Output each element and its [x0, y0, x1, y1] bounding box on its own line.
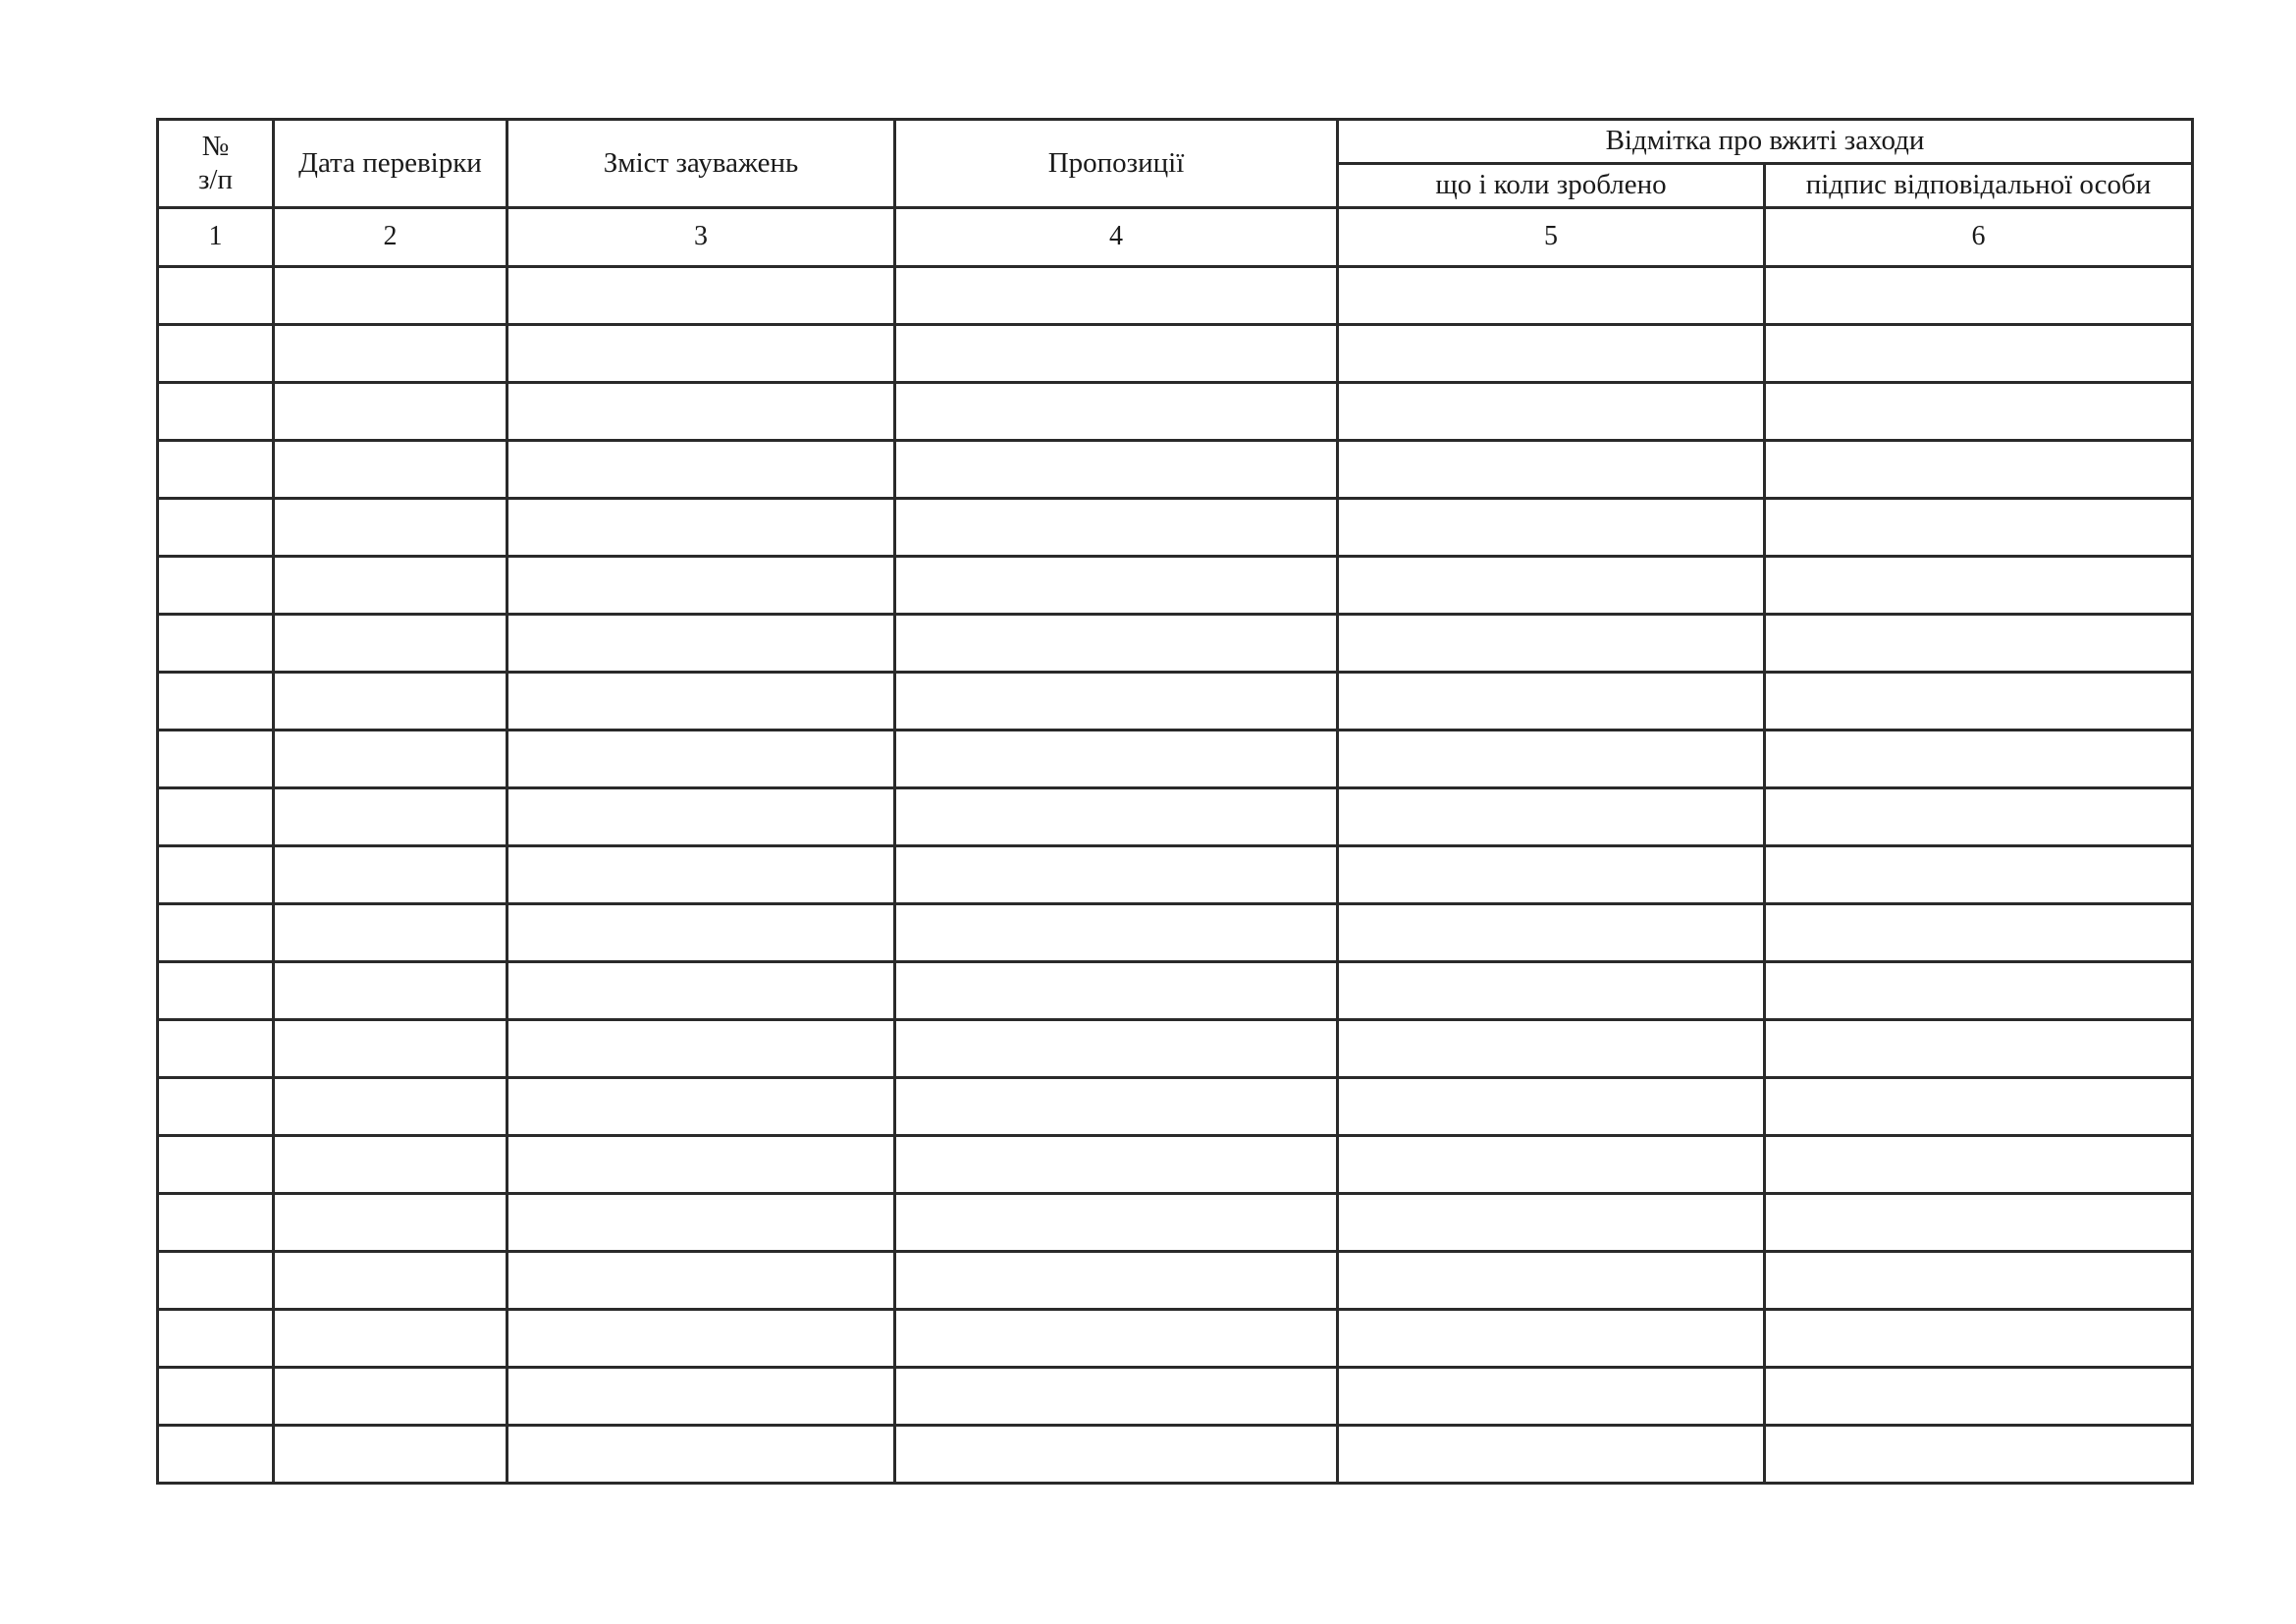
table-cell [1765, 1194, 2193, 1252]
table-cell [895, 499, 1338, 557]
table-cell [158, 383, 274, 441]
header-proposals: Пропозиції [895, 120, 1338, 208]
table-row [158, 788, 2193, 846]
header-what-when: що і коли зроблено [1338, 164, 1765, 208]
table-cell [274, 1020, 507, 1078]
table-cell [158, 1426, 274, 1484]
table-cell [1338, 499, 1765, 557]
table-cell [1338, 1310, 1765, 1368]
table-cell [507, 1426, 895, 1484]
column-number-row [158, 208, 2193, 267]
table-cell [274, 1310, 507, 1368]
table-cell [158, 441, 274, 499]
table-cell [274, 904, 507, 962]
table-cell [274, 1194, 507, 1252]
column-number: 1 [158, 208, 274, 267]
table-cell [158, 1368, 274, 1426]
table-row [158, 1426, 2193, 1484]
table-cell [895, 1368, 1338, 1426]
table-row [158, 1078, 2193, 1136]
table-cell [507, 846, 895, 904]
table-row [158, 615, 2193, 673]
table-cell [1338, 557, 1765, 615]
table-cell [1765, 383, 2193, 441]
table-cell [507, 1078, 895, 1136]
table-cell [507, 1310, 895, 1368]
table-cell [1765, 1368, 2193, 1426]
table-cell [158, 499, 274, 557]
table-cell [1338, 962, 1765, 1020]
table-cell [1338, 904, 1765, 962]
table-cell [1765, 1020, 2193, 1078]
table-cell [895, 267, 1338, 325]
table-cell [895, 1310, 1338, 1368]
table-cell [1765, 267, 2193, 325]
column-number: 6 [1765, 208, 2193, 267]
table-cell [274, 1426, 507, 1484]
table-cell [895, 731, 1338, 788]
table-cell [274, 1368, 507, 1426]
table-cell [507, 557, 895, 615]
table-cell [274, 441, 507, 499]
table-cell [507, 615, 895, 673]
column-number: 2 [274, 208, 507, 267]
table-cell [274, 557, 507, 615]
table-cell [158, 673, 274, 731]
table-cell [1765, 1078, 2193, 1136]
table-cell [1338, 788, 1765, 846]
table-cell [895, 1194, 1338, 1252]
table-cell [1765, 325, 2193, 383]
table-cell [274, 788, 507, 846]
table-cell [507, 1020, 895, 1078]
table-cell [158, 904, 274, 962]
table-cell [274, 673, 507, 731]
header-date: Дата перевірки [274, 120, 507, 208]
table-cell [158, 1252, 274, 1310]
header-number-symbol: № [201, 131, 230, 163]
header-signature: підпис відповідальної особи [1765, 164, 2193, 208]
table-cell [895, 673, 1338, 731]
table-cell [1765, 904, 2193, 962]
table-cell [895, 846, 1338, 904]
table-row [158, 673, 2193, 731]
table-cell [158, 615, 274, 673]
table-cell [895, 1136, 1338, 1194]
table-cell [158, 962, 274, 1020]
table-cell [1765, 846, 2193, 904]
header-content: Зміст зауважень [507, 120, 895, 208]
table-cell [1338, 673, 1765, 731]
table-row [158, 499, 2193, 557]
table-cell [1765, 788, 2193, 846]
table-cell [895, 1252, 1338, 1310]
table-cell [895, 557, 1338, 615]
column-number: 4 [895, 208, 1338, 267]
column-number: 3 [507, 208, 895, 267]
header-measures: Відмітка про вжиті заходи [1338, 120, 2193, 164]
table-cell [274, 1136, 507, 1194]
table-cell [895, 1426, 1338, 1484]
table-cell [895, 1020, 1338, 1078]
table-cell [1338, 267, 1765, 325]
table-cell [895, 383, 1338, 441]
table-cell [158, 1020, 274, 1078]
table-cell [1338, 615, 1765, 673]
table-row [158, 1194, 2193, 1252]
table-cell [507, 788, 895, 846]
table-row [158, 731, 2193, 788]
table-cell [274, 325, 507, 383]
table-cell [1765, 673, 2193, 731]
inspection-journal-table [156, 118, 2194, 1485]
table-cell [274, 1078, 507, 1136]
table-cell [507, 904, 895, 962]
table-cell [507, 1136, 895, 1194]
table-cell [1765, 1310, 2193, 1368]
table-cell [158, 1194, 274, 1252]
table-cell [507, 441, 895, 499]
table-cell [507, 731, 895, 788]
table-cell [274, 846, 507, 904]
table-cell [895, 962, 1338, 1020]
table-cell [895, 325, 1338, 383]
table-cell [507, 1252, 895, 1310]
table-cell [274, 383, 507, 441]
table-cell [1338, 1194, 1765, 1252]
table-row [158, 1252, 2193, 1310]
table-cell [507, 267, 895, 325]
table-cell [1338, 441, 1765, 499]
table-cell [1765, 615, 2193, 673]
table-cell [507, 499, 895, 557]
table-cell [274, 731, 507, 788]
table-cell [507, 383, 895, 441]
table-cell [158, 1078, 274, 1136]
table-cell [158, 731, 274, 788]
table-cell [895, 441, 1338, 499]
table-cell [895, 904, 1338, 962]
column-number: 5 [1338, 208, 1765, 267]
table-cell [274, 267, 507, 325]
table-cell [1765, 962, 2193, 1020]
table-cell [895, 788, 1338, 846]
table-cell [274, 615, 507, 673]
table-row [158, 1020, 2193, 1078]
table-cell [1338, 1426, 1765, 1484]
table-row [158, 441, 2193, 499]
table-cell [507, 673, 895, 731]
table-cell [1338, 1078, 1765, 1136]
table-cell [274, 499, 507, 557]
table-cell [158, 325, 274, 383]
table-cell [158, 846, 274, 904]
table-row [158, 1136, 2193, 1194]
header-number-abbr: з/п [197, 163, 234, 195]
table-cell [1765, 1426, 2193, 1484]
table-row [158, 325, 2193, 383]
table-row [158, 962, 2193, 1020]
table-cell [1765, 499, 2193, 557]
table-cell [1338, 1252, 1765, 1310]
table-row [158, 383, 2193, 441]
table-cell [158, 267, 274, 325]
table-cell [1338, 1136, 1765, 1194]
table-row [158, 557, 2193, 615]
table-cell [158, 557, 274, 615]
table-cell [1338, 1020, 1765, 1078]
table-row [158, 846, 2193, 904]
table-row [158, 1310, 2193, 1368]
table-cell [895, 615, 1338, 673]
table-cell [1338, 325, 1765, 383]
table-cell [1765, 1252, 2193, 1310]
table-cell [274, 962, 507, 1020]
table-cell [274, 1252, 507, 1310]
table-cell [1765, 557, 2193, 615]
table-cell [507, 325, 895, 383]
table-cell [1338, 731, 1765, 788]
table-cell [158, 1136, 274, 1194]
table-cell [1765, 1136, 2193, 1194]
table-cell [1765, 731, 2193, 788]
table-cell [1338, 846, 1765, 904]
table-body [158, 267, 2193, 1484]
table-row [158, 267, 2193, 325]
table-cell [158, 1310, 274, 1368]
table-cell [507, 962, 895, 1020]
header-number [158, 120, 274, 208]
table-cell [1338, 383, 1765, 441]
table-cell [507, 1194, 895, 1252]
table-row [158, 904, 2193, 962]
table-cell [1338, 1368, 1765, 1426]
table-row [158, 1368, 2193, 1426]
header-row-1 [158, 120, 2193, 164]
table-cell [1765, 441, 2193, 499]
table-cell [507, 1368, 895, 1426]
table-cell [158, 788, 274, 846]
table-cell [895, 1078, 1338, 1136]
